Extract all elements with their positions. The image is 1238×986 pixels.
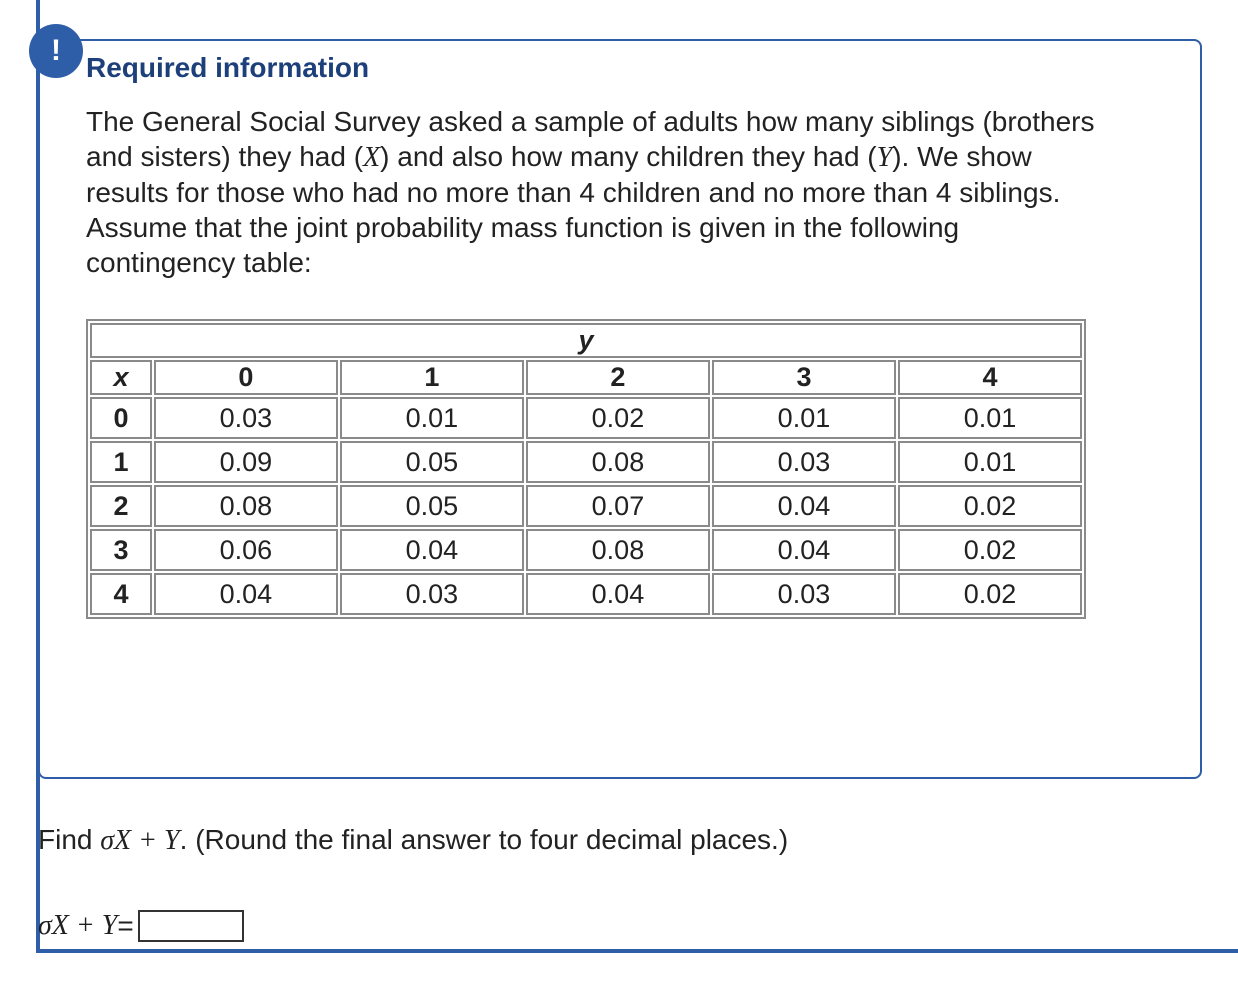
- table-row: [90, 397, 1082, 439]
- bottom-accent-rule: [36, 949, 1238, 953]
- table-cell: 0.04: [154, 573, 338, 615]
- table-cell: 0.03: [340, 573, 524, 615]
- row-header: 0: [90, 397, 152, 439]
- table-cell: 0.09: [154, 441, 338, 483]
- y-axis-label: y: [90, 323, 1082, 358]
- row-header: 2: [90, 485, 152, 527]
- table-cell: 0.06: [154, 529, 338, 571]
- row-header: 4: [90, 573, 152, 615]
- equals-sign: =: [117, 910, 134, 941]
- table-cell: 0.04: [526, 573, 710, 615]
- table-column-header-row: [90, 360, 1082, 395]
- table-row: [90, 441, 1082, 483]
- col-header: 3: [712, 360, 896, 395]
- table-cell: 0.02: [898, 485, 1082, 527]
- variable-x: X: [363, 142, 381, 173]
- table-row: [90, 573, 1082, 615]
- table-row: [90, 485, 1082, 527]
- question-text: [38, 824, 788, 857]
- table-header-row: [90, 323, 1082, 358]
- question-prefix: Find: [38, 824, 101, 855]
- col-header: 2: [526, 360, 710, 395]
- table-cell: 0.02: [526, 397, 710, 439]
- info-title: Required information: [86, 52, 370, 83]
- variable-y: Y: [876, 142, 893, 173]
- table-cell: 0.04: [712, 529, 896, 571]
- table-row: [90, 529, 1082, 571]
- answer-label: σX + Y: [38, 910, 118, 941]
- table-cell: 0.03: [154, 397, 338, 439]
- table-cell: 0.03: [712, 441, 896, 483]
- table-cell: 0.08: [526, 441, 710, 483]
- answer-input[interactable]: [138, 910, 244, 942]
- table-cell: 0.02: [898, 529, 1082, 571]
- problem-statement: [86, 104, 1096, 280]
- row-header: 1: [90, 441, 152, 483]
- table-cell: 0.05: [340, 441, 524, 483]
- table-cell: 0.03: [712, 573, 896, 615]
- table-cell: 0.01: [898, 397, 1082, 439]
- joint-pmf-table: [86, 319, 1086, 619]
- table-cell: 0.01: [898, 441, 1082, 483]
- statement-part-2: ) and also how many children they had (: [380, 141, 877, 172]
- table-cell: 0.07: [526, 485, 710, 527]
- alert-icon: !: [29, 24, 83, 78]
- table-cell: 0.02: [898, 573, 1082, 615]
- statement-part-3: ). We show results for those who had no more than 4 children and no more than 4 siblings. Assume that the joint probability mass function is given in the following contingency table:: [86, 141, 1061, 278]
- col-header: 1: [340, 360, 524, 395]
- x-axis-label: x: [90, 360, 152, 395]
- table-cell: 0.04: [340, 529, 524, 571]
- table-cell: 0.01: [340, 397, 524, 439]
- table-cell: 0.08: [154, 485, 338, 527]
- col-header: 4: [898, 360, 1082, 395]
- table-cell: 0.05: [340, 485, 524, 527]
- table-cell: 0.01: [712, 397, 896, 439]
- question-suffix: . (Round the final answer to four decimal places.): [179, 824, 789, 855]
- sigma-symbol: σX + Y: [100, 825, 180, 856]
- answer-row: [38, 906, 244, 946]
- row-header: 3: [90, 529, 152, 571]
- col-header: 0: [154, 360, 338, 395]
- table-cell: 0.04: [712, 485, 896, 527]
- statement-part-1: The General Social Survey asked a sample of adults how many siblings (brothers and sisters) they had (: [86, 106, 1095, 172]
- table-cell: 0.08: [526, 529, 710, 571]
